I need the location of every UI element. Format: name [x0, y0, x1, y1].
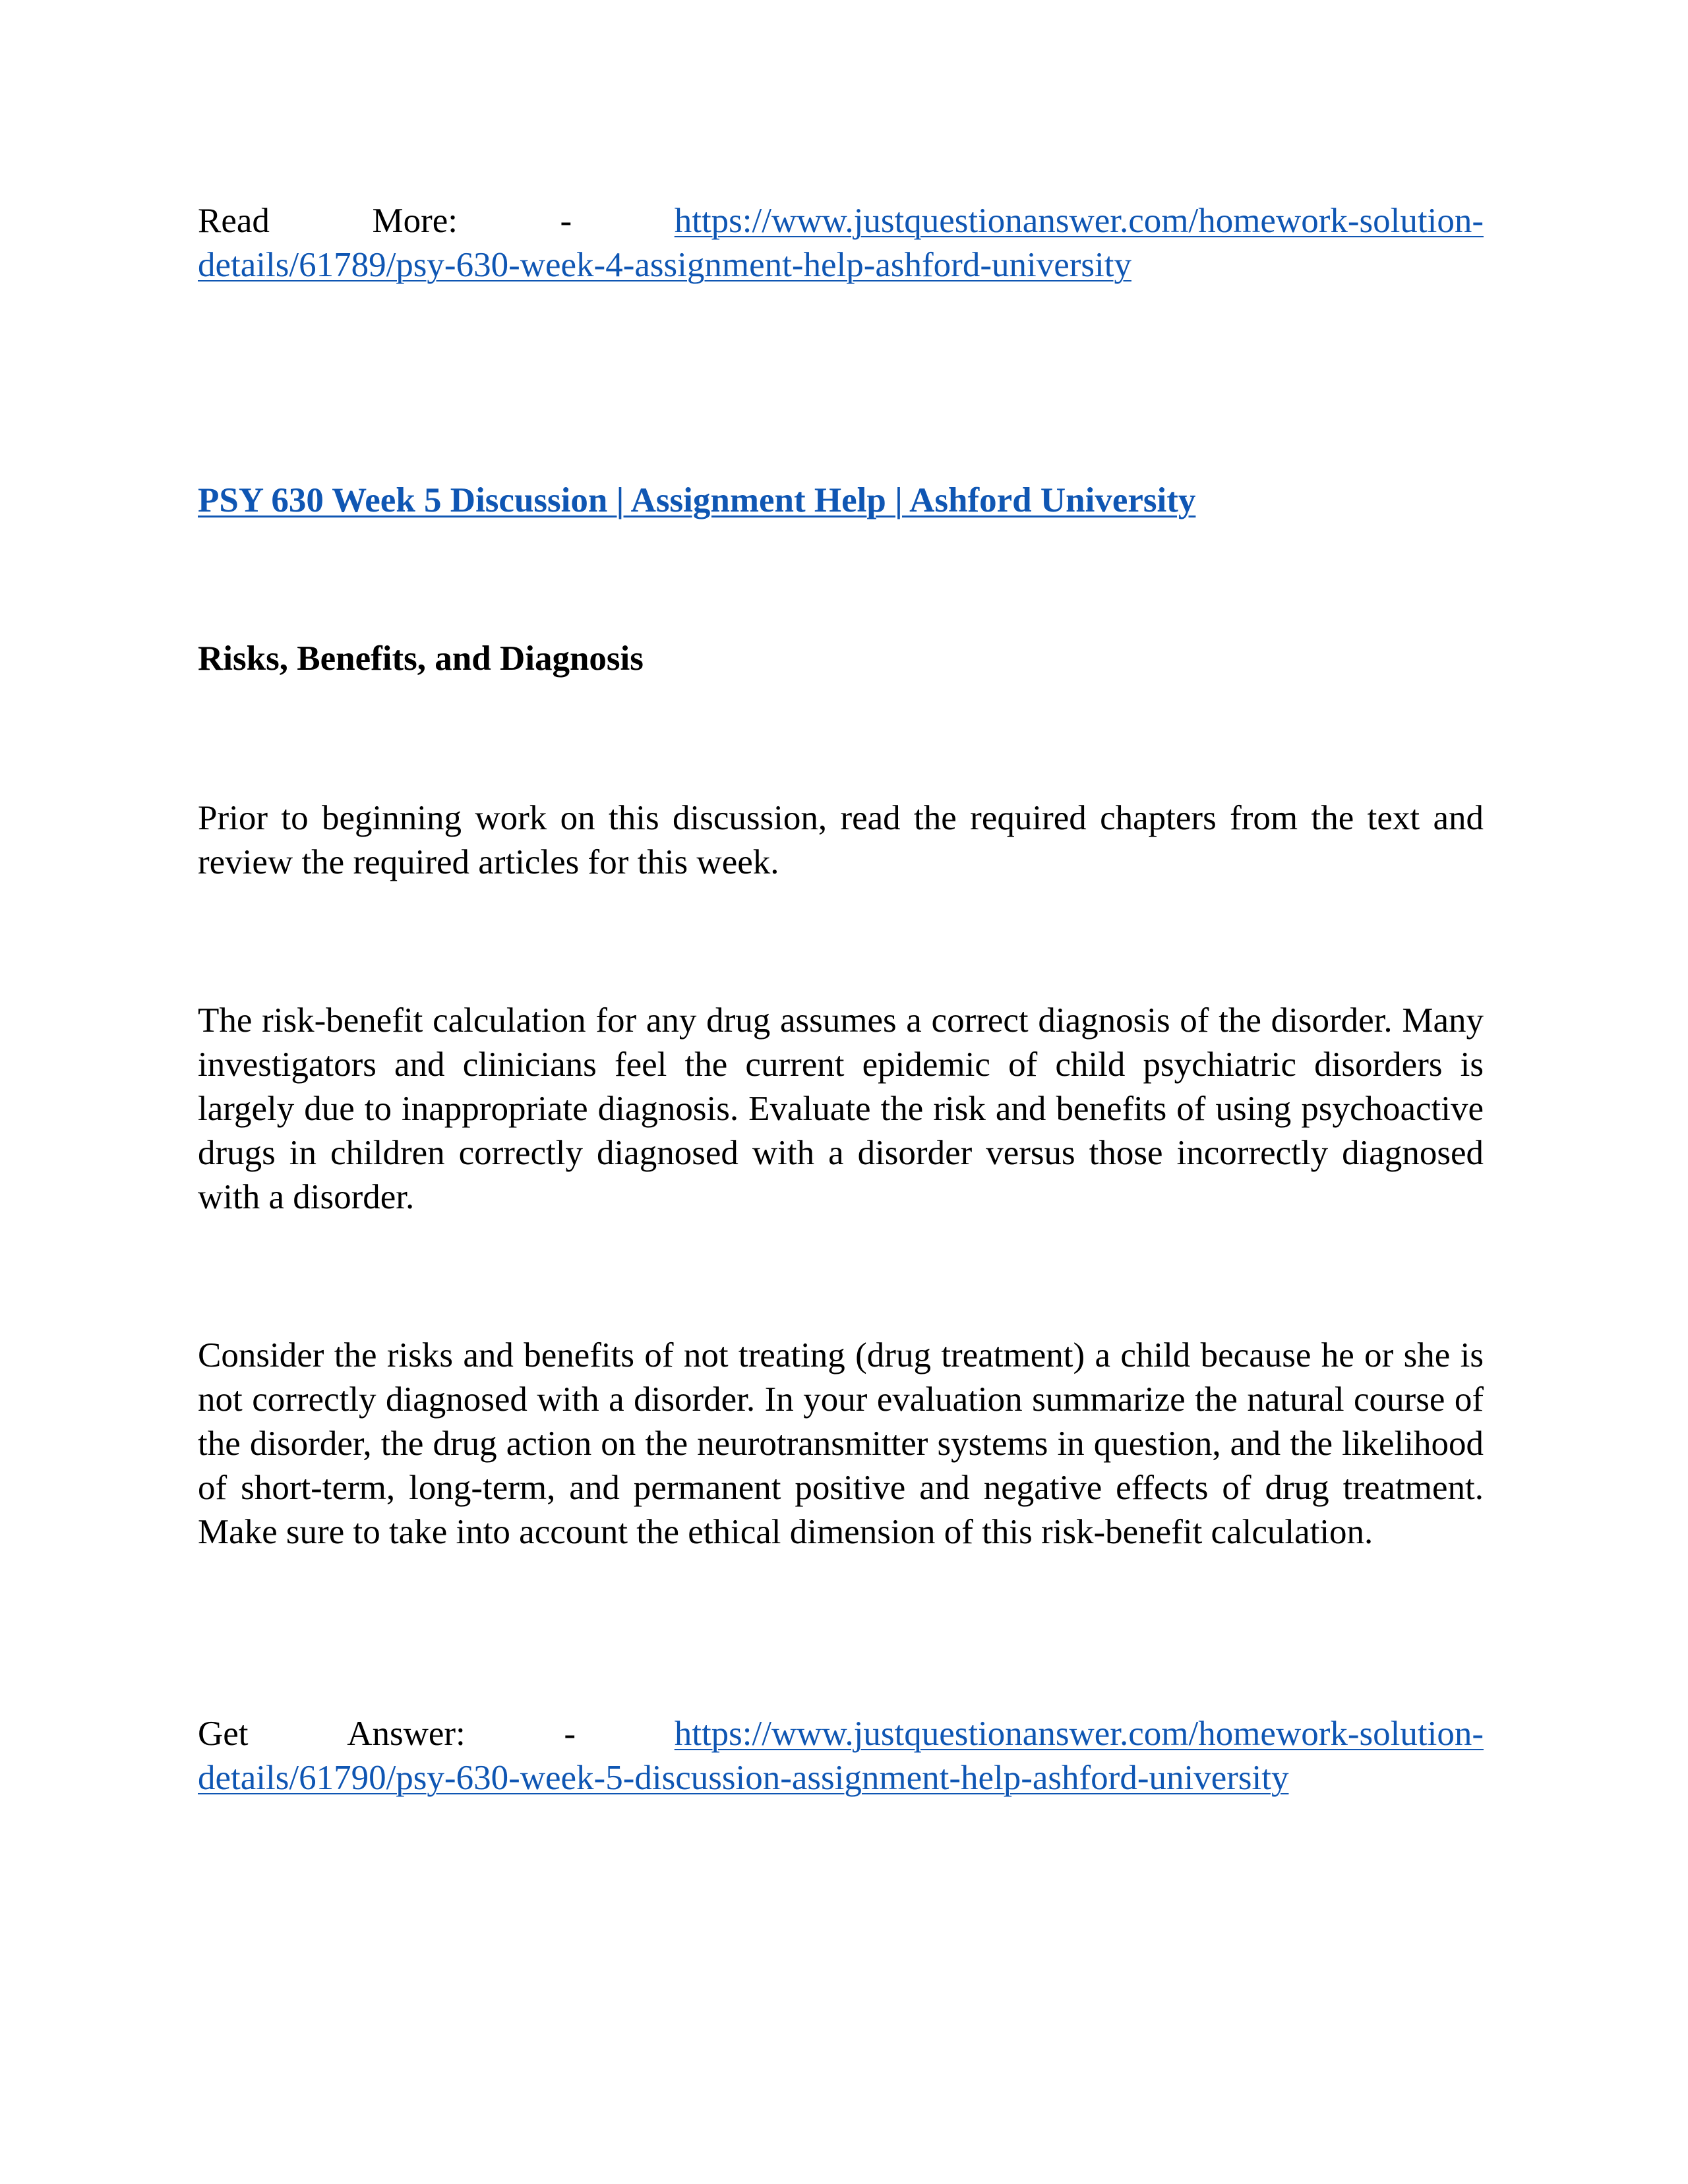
read-more-label-more: More:: [372, 202, 458, 240]
title-block: [198, 479, 1484, 523]
paragraph-evaluation: Consider the risks and benefits of not treating (drug treatment) a child because he or she is not correctly diagnosed with a disorder. In your evaluation summarize the natural course of the disorder, the drug action on the neurotransmitter systems in question, and the likelihood of short-term, long-term, and permanent positive and negative effects of drug treatment. Make sure to take into account the ethical dimension of this risk-benefit calculation.: [198, 1336, 1484, 1551]
read-more-separator: -: [560, 202, 572, 240]
get-answer-label-answer: Answer:: [347, 1715, 466, 1753]
get-answer-separator: -: [564, 1715, 576, 1753]
get-answer-label-get: Get: [198, 1715, 249, 1753]
read-more-row: [198, 199, 1484, 243]
section-subheading: Risks, Benefits, and Diagnosis: [198, 639, 644, 678]
read-more-link-line2[interactable]: details/61789/psy-630-week-4-assignment-help-ashford-university: [198, 246, 1131, 284]
read-more-label-read: Read: [198, 202, 270, 240]
get-answer-row: [198, 1712, 1484, 1756]
read-more-link-line1[interactable]: https://www.justquestionanswer.com/homework-solution-: [674, 202, 1484, 240]
title-link[interactable]: PSY 630 Week 5 Discussion | Assignment Help | Ashford University: [198, 481, 1196, 519]
paragraph-intro: Prior to beginning work on this discussion, read the required chapters from the text and review the required articles for this week.: [198, 799, 1484, 881]
get-answer-link-line1[interactable]: https://www.justquestionanswer.com/homework-solution-: [674, 1715, 1484, 1753]
read-more-block: [198, 199, 1484, 287]
get-answer-link-line2[interactable]: details/61790/psy-630-week-5-discussion-assignment-help-ashford-university: [198, 1759, 1289, 1797]
paragraph-risk-benefit: The risk-benefit calculation for any drug assumes a correct diagnosis of the disorder. Many investigators and clinicians feel the current epidemic of child psychiatric disorders is largely due to inappropriate diagnosis. Evaluate the risk and benefits of using psychoactive drugs in children correctly diagnosed with a disorder versus those incorrectly diagnosed with a disorder.: [198, 1001, 1484, 1216]
get-answer-block: [198, 1712, 1484, 1800]
